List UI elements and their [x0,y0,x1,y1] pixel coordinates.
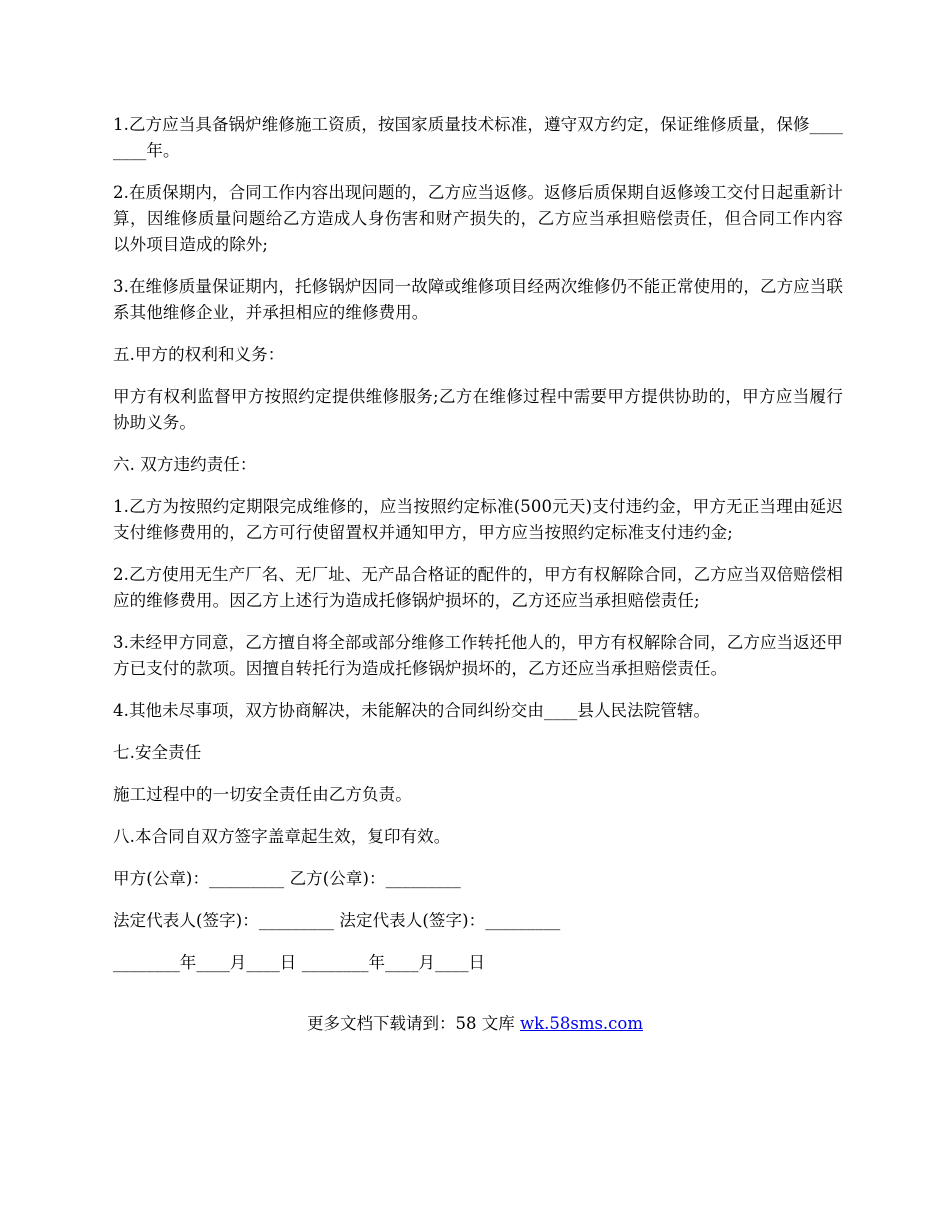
clause-paragraph: 4.其他未尽事项，双方协商解决，未能解决的合同纠纷交由____县人民法院管辖。 [113,701,711,720]
clause-paragraph: 3.在维修质量保证期内，托修锅炉因同一故障或维修项目经两次维修仍不能正常使用的，乙方应当联系其他维修企业，并承担相应的维修费用。 [113,277,843,322]
clause-paragraph: 2.在质保期内，合同工作内容出现问题的，乙方应当返修。返修后质保期自返修竣工交付日起重新计算，因维修质量问题给乙方造成人身伤害和财产损失的，乙方应当承担赔偿责任，但合同工作内容以外项目造成的除外; [113,183,843,254]
section-heading: 五.甲方的权利和义务： [113,345,285,364]
signature-line-date: ________年____月____日 ________年____月____日 [113,953,486,972]
section-heading: 六. 双方违约责任： [113,455,257,474]
clause-paragraph: 1.乙方应当具备锅炉维修施工资质，按国家质量技术标准，遵守双方约定，保证维修质量，保修________年。 [113,115,843,160]
footer-link[interactable]: wk.58sms.com [519,1014,643,1033]
document-body [113,112,843,992]
clause-paragraph: 1.乙方为按照约定期限完成维修的，应当按照约定标准(500元天)支付违约金，甲方无正当理由延迟支付维修费用的，乙方可行使留置权并通知甲方，甲方应当按照约定标准支付违约金; [113,497,843,542]
clause-paragraph: 甲方有权利监督甲方按照约定提供维修服务;乙方在维修过程中需要甲方提供协助的，甲方应当履行协助义务。 [113,387,843,432]
footer-text: 更多文档下载请到：58 文库 [306,1014,520,1033]
section-heading: 八.本合同自双方签字盖章起生效，复印有效。 [113,827,451,846]
clause-paragraph: 2.乙方使用无生产厂名、无厂址、无产品合格证的配件的，甲方有权解除合同，乙方应当双倍赔偿相应的维修费用。因乙方上述行为造成托修锅炉损坏的，乙方还应当承担赔偿责任; [113,565,843,610]
section-heading: 七.安全责任 [113,743,202,762]
signature-line-representative: 法定代表人(签字)：_________ 法定代表人(签字)：_________ [113,911,561,930]
clause-paragraph: 施工过程中的一切安全责任由乙方负责。 [113,785,412,804]
clause-paragraph: 3.未经甲方同意，乙方擅自将全部或部分维修工作转托他人的，甲方有权解除合同，乙方应当返还甲方已支付的款项。因擅自转托行为造成托修锅炉损坏的，乙方还应当承担赔偿责任。 [113,633,843,678]
signature-line-seal: 甲方(公章)：_________ 乙方(公章)：_________ [113,869,461,888]
download-footer [0,1011,950,1037]
